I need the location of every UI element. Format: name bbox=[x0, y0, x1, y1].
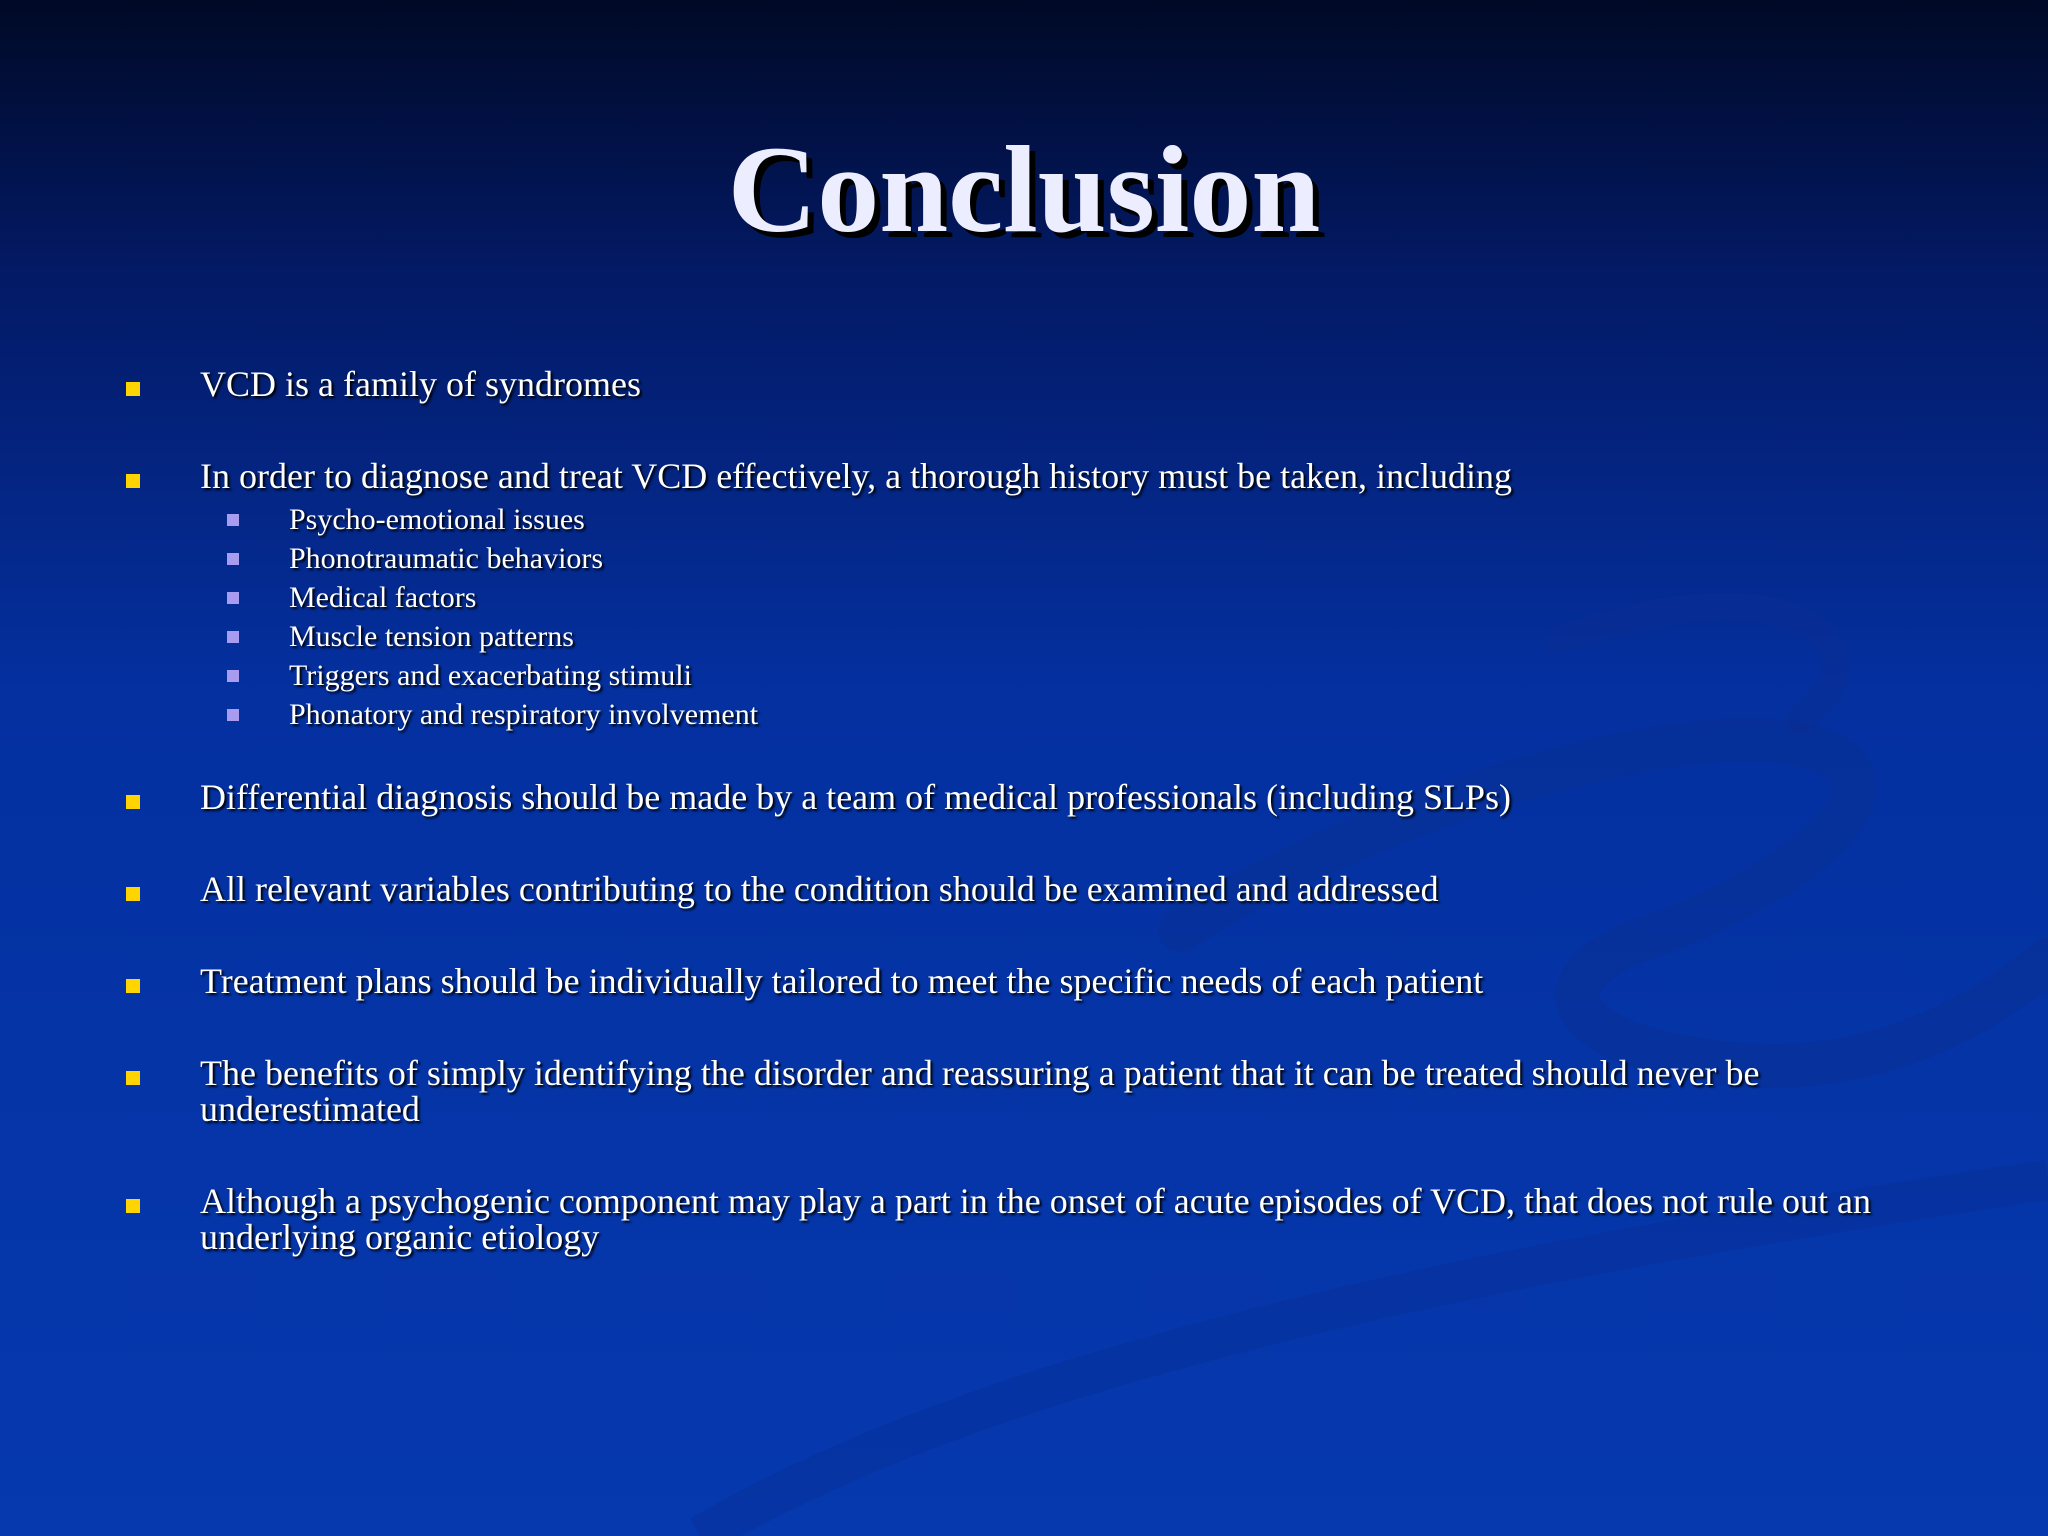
bullet-item bbox=[122, 1183, 1942, 1255]
sub-bullet-text: Muscle tension patterns bbox=[289, 620, 574, 653]
square-bullet-icon bbox=[126, 1199, 140, 1213]
square-sub-bullet-icon bbox=[227, 709, 239, 721]
bullet-item bbox=[122, 458, 1942, 734]
square-sub-bullet-icon bbox=[227, 553, 239, 565]
bullet-text: Although a psychogenic component may play a part in the onset of acute episodes of VCD, that does not rule out an underlying organic etiology bbox=[200, 1181, 1871, 1257]
square-bullet-icon bbox=[126, 1071, 140, 1085]
sub-bullet-item bbox=[122, 617, 1942, 656]
bullet-item bbox=[122, 871, 1942, 907]
sub-bullet-item bbox=[122, 539, 1942, 578]
bullet-text: VCD is a family of syndromes bbox=[200, 364, 641, 404]
bullet-item bbox=[122, 366, 1942, 402]
bullet-list bbox=[122, 366, 1942, 1255]
square-sub-bullet-icon bbox=[227, 631, 239, 643]
bullet-text: In order to diagnose and treat VCD effectively, a thorough history must be taken, including bbox=[200, 456, 1513, 496]
square-bullet-icon bbox=[126, 979, 140, 993]
square-bullet-icon bbox=[126, 474, 140, 488]
sub-bullet-text: Triggers and exacerbating stimuli bbox=[289, 659, 692, 692]
sub-bullet-item bbox=[122, 695, 1942, 734]
sub-bullet-item bbox=[122, 500, 1942, 539]
sub-bullet-text: Medical factors bbox=[289, 581, 477, 614]
square-sub-bullet-icon bbox=[227, 592, 239, 604]
square-bullet-icon bbox=[126, 382, 140, 396]
sub-bullet-text: Phonotraumatic behaviors bbox=[289, 542, 604, 575]
bullet-text: The benefits of simply identifying the disorder and reassuring a patient that it can be treated should never be underestimated bbox=[200, 1053, 1760, 1129]
bullet-text: Differential diagnosis should be made by a team of medical professionals (including SLPs) bbox=[200, 777, 1512, 817]
bullet-text: All relevant variables contributing to the condition should be examined and addressed bbox=[200, 869, 1439, 909]
bullet-item bbox=[122, 1055, 1942, 1127]
sub-bullet-text: Psycho-emotional issues bbox=[289, 503, 585, 536]
slide-title: Conclusion bbox=[727, 121, 1321, 258]
sub-bullet-text: Phonatory and respiratory involvement bbox=[289, 698, 759, 731]
square-bullet-icon bbox=[126, 795, 140, 809]
sub-bullet-item bbox=[122, 656, 1942, 695]
bullet-item bbox=[122, 963, 1942, 999]
square-bullet-icon bbox=[126, 887, 140, 901]
sub-bullet-item bbox=[122, 578, 1942, 617]
square-sub-bullet-icon bbox=[227, 514, 239, 526]
bullet-item bbox=[122, 779, 1942, 815]
sub-bullet-list bbox=[200, 500, 1942, 734]
square-sub-bullet-icon bbox=[227, 670, 239, 682]
bullet-text: Treatment plans should be individually tailored to meet the specific needs of each patient bbox=[200, 961, 1484, 1001]
